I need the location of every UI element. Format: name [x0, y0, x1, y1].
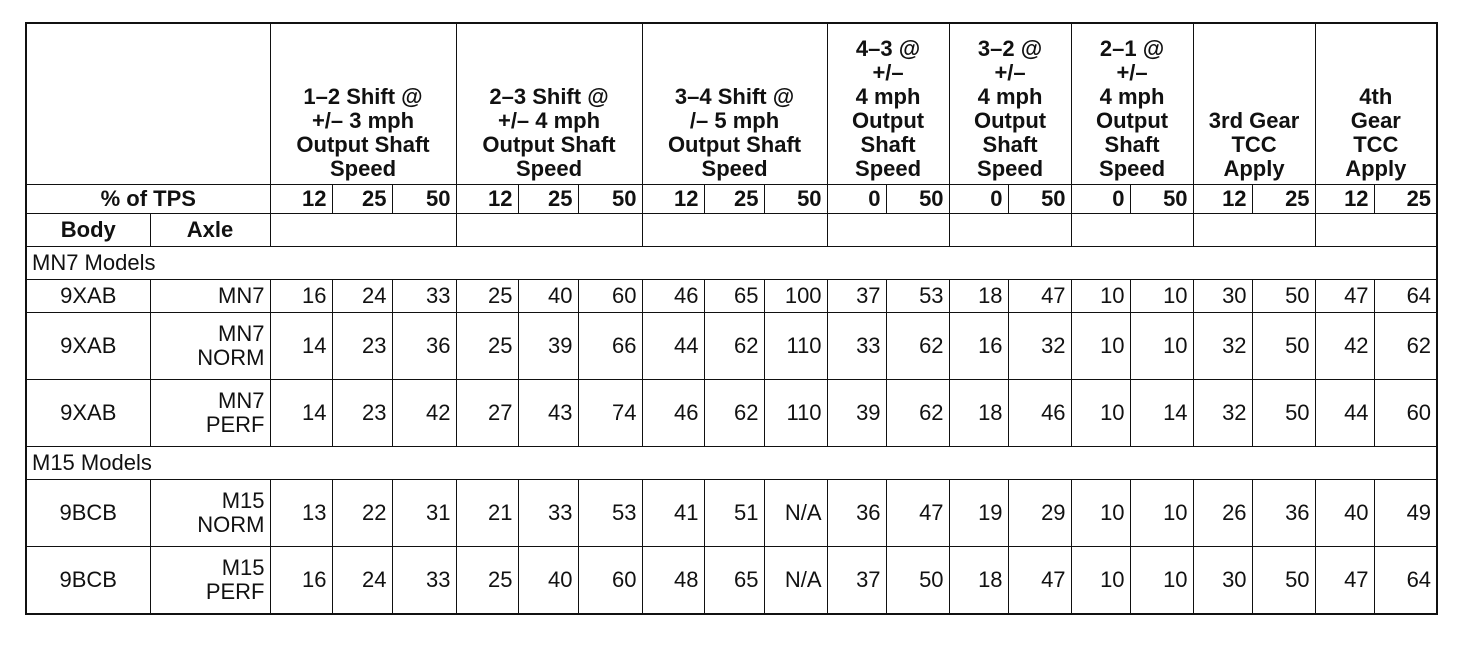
group-header-line: +/– — [1116, 59, 1148, 85]
tps-value: 0 — [949, 184, 1008, 213]
value-cell: 62 — [1374, 312, 1437, 379]
group-header-line: 1–2 Shift @ — [303, 83, 423, 109]
axle-line: MN7 — [218, 387, 265, 413]
tps-value: 0 — [827, 184, 886, 213]
value-cell: 60 — [578, 546, 642, 614]
group-header-line: +/– — [872, 59, 904, 85]
tps-value: 25 — [1252, 184, 1315, 213]
body-header: Body — [26, 213, 150, 246]
group-header — [1315, 23, 1437, 184]
value-cell: 50 — [886, 546, 949, 614]
group-header-line: Output — [1096, 107, 1169, 133]
value-cell: 16 — [270, 546, 332, 614]
group-header-line: Shaft — [860, 131, 916, 157]
value-cell: 25 — [456, 546, 518, 614]
table-row — [26, 479, 1437, 546]
group-header-line: 3rd Gear — [1208, 107, 1300, 133]
value-cell: 36 — [827, 479, 886, 546]
value-cell: 10 — [1071, 279, 1130, 312]
tps-value: 50 — [1130, 184, 1193, 213]
tps-value: 50 — [886, 184, 949, 213]
value-cell: 47 — [1315, 546, 1374, 614]
group-header-line: 2–3 Shift @ — [489, 83, 609, 109]
group-header-line: Output Shaft — [482, 131, 616, 157]
value-cell: 41 — [642, 479, 704, 546]
axle-header: Axle — [150, 213, 270, 246]
group-header-line: Apply — [1223, 155, 1285, 181]
group-header — [456, 23, 642, 184]
group-header-line: Apply — [1345, 155, 1407, 181]
header-blank-cell — [26, 23, 270, 184]
value-cell: 47 — [1008, 546, 1071, 614]
value-cell: 40 — [1315, 479, 1374, 546]
value-cell: 64 — [1374, 279, 1437, 312]
value-cell: 65 — [704, 546, 764, 614]
tps-value: 25 — [332, 184, 392, 213]
value-cell: 23 — [332, 379, 392, 446]
group-header-line: 4–3 @ — [855, 35, 921, 61]
group-header-line: TCC — [1231, 131, 1277, 157]
value-cell: 14 — [1130, 379, 1193, 446]
value-cell: 36 — [392, 312, 456, 379]
value-cell: 62 — [704, 379, 764, 446]
group-header-line: Speed — [1099, 155, 1166, 181]
value-cell: 110 — [764, 379, 827, 446]
value-cell: 30 — [1193, 546, 1252, 614]
blank-header-cell — [1193, 213, 1315, 246]
section-title: M15 Models — [26, 446, 1437, 479]
value-cell: 51 — [704, 479, 764, 546]
value-cell: 110 — [764, 312, 827, 379]
value-cell: 46 — [1008, 379, 1071, 446]
tps-value: 12 — [642, 184, 704, 213]
value-cell: 47 — [886, 479, 949, 546]
value-cell: 19 — [949, 479, 1008, 546]
axle-line: NORM — [197, 344, 265, 370]
group-header — [1193, 23, 1315, 184]
value-cell: 46 — [642, 379, 704, 446]
value-cell: 42 — [392, 379, 456, 446]
value-cell: 37 — [827, 546, 886, 614]
group-header — [827, 23, 949, 184]
value-cell: 14 — [270, 379, 332, 446]
value-cell: 74 — [578, 379, 642, 446]
value-cell: 10 — [1130, 546, 1193, 614]
value-cell: N/A — [764, 479, 827, 546]
axle-line: MN7 — [218, 320, 265, 346]
table-row — [26, 312, 1437, 379]
table-row — [26, 379, 1437, 446]
tps-value: 12 — [1315, 184, 1374, 213]
axle-line: M15 — [221, 487, 265, 513]
body-cell: 9XAB — [26, 312, 150, 379]
group-header-line: Speed — [855, 155, 922, 181]
value-cell: 27 — [456, 379, 518, 446]
value-cell: 53 — [886, 279, 949, 312]
value-cell: 10 — [1071, 379, 1130, 446]
axle-line: PERF — [205, 411, 265, 437]
axle-line: NORM — [197, 511, 265, 537]
value-cell: 62 — [704, 312, 764, 379]
blank-header-cell — [642, 213, 827, 246]
group-header-line: +/– 3 mph — [311, 107, 415, 133]
group-header-line: Speed — [977, 155, 1044, 181]
value-cell: 48 — [642, 546, 704, 614]
tps-label: % of TPS — [26, 184, 270, 213]
table-row — [26, 546, 1437, 614]
value-cell: 49 — [1374, 479, 1437, 546]
axle-cell — [150, 279, 270, 312]
tps-value: 0 — [1071, 184, 1130, 213]
blank-header-cell — [456, 213, 642, 246]
group-header-line: 3–4 Shift @ — [674, 83, 795, 109]
value-cell: 100 — [764, 279, 827, 312]
value-cell: 43 — [518, 379, 578, 446]
body-cell: 9XAB — [26, 379, 150, 446]
blank-header-cell — [1315, 213, 1437, 246]
value-cell: 62 — [886, 312, 949, 379]
group-header-line: 4 mph — [977, 83, 1043, 109]
value-cell: 13 — [270, 479, 332, 546]
group-header-line: Gear — [1350, 107, 1401, 133]
tps-value: 25 — [704, 184, 764, 213]
axle-cell — [150, 379, 270, 446]
value-cell: 10 — [1071, 312, 1130, 379]
value-cell: 16 — [270, 279, 332, 312]
value-cell: 50 — [1252, 279, 1315, 312]
group-header-line: TCC — [1353, 131, 1399, 157]
value-cell: 37 — [827, 279, 886, 312]
tps-value: 50 — [578, 184, 642, 213]
group-header-line: Speed — [329, 155, 397, 181]
value-cell: 31 — [392, 479, 456, 546]
body-cell: 9BCB — [26, 479, 150, 546]
value-cell: 25 — [456, 312, 518, 379]
value-cell: 25 — [456, 279, 518, 312]
tps-value: 25 — [518, 184, 578, 213]
value-cell: 50 — [1252, 379, 1315, 446]
value-cell: 30 — [1193, 279, 1252, 312]
value-cell: 64 — [1374, 546, 1437, 614]
value-cell: 44 — [1315, 379, 1374, 446]
tps-value: 50 — [392, 184, 456, 213]
value-cell: 24 — [332, 279, 392, 312]
value-cell: 53 — [578, 479, 642, 546]
group-header — [270, 23, 456, 184]
value-cell: 62 — [886, 379, 949, 446]
value-cell: 40 — [518, 546, 578, 614]
value-cell: 46 — [642, 279, 704, 312]
section-title: MN7 Models — [26, 246, 1437, 279]
value-cell: 18 — [949, 379, 1008, 446]
table-row — [26, 279, 1437, 312]
value-cell: 44 — [642, 312, 704, 379]
group-header-line: 4 mph — [855, 83, 921, 109]
group-header-line: Output Shaft — [296, 131, 430, 157]
group-header-line: 2–1 @ — [1099, 35, 1165, 61]
group-header-line: +/– — [994, 59, 1026, 85]
group-header-line: Speed — [516, 155, 583, 181]
value-cell: 39 — [827, 379, 886, 446]
value-cell: 10 — [1071, 546, 1130, 614]
group-header-line: Output Shaft — [667, 131, 802, 157]
value-cell: 33 — [392, 546, 456, 614]
group-header-line: 4th — [1359, 83, 1393, 109]
value-cell: 26 — [1193, 479, 1252, 546]
shift-speed-table — [25, 22, 1438, 615]
value-cell: 47 — [1315, 279, 1374, 312]
value-cell: 66 — [578, 312, 642, 379]
group-header — [1071, 23, 1193, 184]
value-cell: 42 — [1315, 312, 1374, 379]
value-cell: 50 — [1252, 546, 1315, 614]
value-cell: 18 — [949, 279, 1008, 312]
group-header-line: Shaft — [982, 131, 1038, 157]
value-cell: 24 — [332, 546, 392, 614]
value-cell: 50 — [1252, 312, 1315, 379]
value-cell: 33 — [827, 312, 886, 379]
axle-cell — [150, 546, 270, 614]
axle-cell — [150, 312, 270, 379]
value-cell: 21 — [456, 479, 518, 546]
value-cell: 10 — [1071, 479, 1130, 546]
value-cell: 18 — [949, 546, 1008, 614]
value-cell: 40 — [518, 279, 578, 312]
value-cell: 29 — [1008, 479, 1071, 546]
value-cell: 33 — [392, 279, 456, 312]
value-cell: 14 — [270, 312, 332, 379]
group-header-line: 4 mph — [1099, 83, 1165, 109]
value-cell: 10 — [1130, 479, 1193, 546]
tps-value: 12 — [1193, 184, 1252, 213]
group-header — [949, 23, 1071, 184]
value-cell: 36 — [1252, 479, 1315, 546]
value-cell: 60 — [1374, 379, 1437, 446]
body-cell: 9XAB — [26, 279, 150, 312]
blank-header-cell — [827, 213, 949, 246]
tps-value: 25 — [1374, 184, 1437, 213]
group-header-line: Output — [974, 107, 1047, 133]
tps-value: 50 — [764, 184, 827, 213]
group-header-line: Output — [852, 107, 925, 133]
value-cell: 32 — [1193, 312, 1252, 379]
group-header-line: Shaft — [1104, 131, 1160, 157]
axle-line: M15 — [221, 554, 265, 580]
value-cell: 65 — [704, 279, 764, 312]
blank-header-cell — [270, 213, 456, 246]
value-cell: 10 — [1130, 279, 1193, 312]
value-cell: 22 — [332, 479, 392, 546]
axle-line: MN7 — [218, 282, 265, 308]
value-cell: 23 — [332, 312, 392, 379]
tps-value: 50 — [1008, 184, 1071, 213]
group-header-line: Speed — [701, 155, 768, 181]
axle-line: PERF — [205, 578, 265, 604]
value-cell: 16 — [949, 312, 1008, 379]
value-cell: 32 — [1008, 312, 1071, 379]
blank-header-cell — [949, 213, 1071, 246]
value-cell: 32 — [1193, 379, 1252, 446]
value-cell: 47 — [1008, 279, 1071, 312]
value-cell: 10 — [1130, 312, 1193, 379]
value-cell: N/A — [764, 546, 827, 614]
tps-value: 12 — [270, 184, 332, 213]
body-cell: 9BCB — [26, 546, 150, 614]
group-header-line: /– 5 mph — [689, 107, 780, 133]
blank-header-cell — [1071, 213, 1193, 246]
group-header-line: 3–2 @ — [977, 35, 1043, 61]
group-header-line: +/– 4 mph — [497, 107, 601, 133]
value-cell: 33 — [518, 479, 578, 546]
axle-cell — [150, 479, 270, 546]
group-header — [642, 23, 827, 184]
value-cell: 60 — [578, 279, 642, 312]
tps-value: 12 — [456, 184, 518, 213]
value-cell: 39 — [518, 312, 578, 379]
